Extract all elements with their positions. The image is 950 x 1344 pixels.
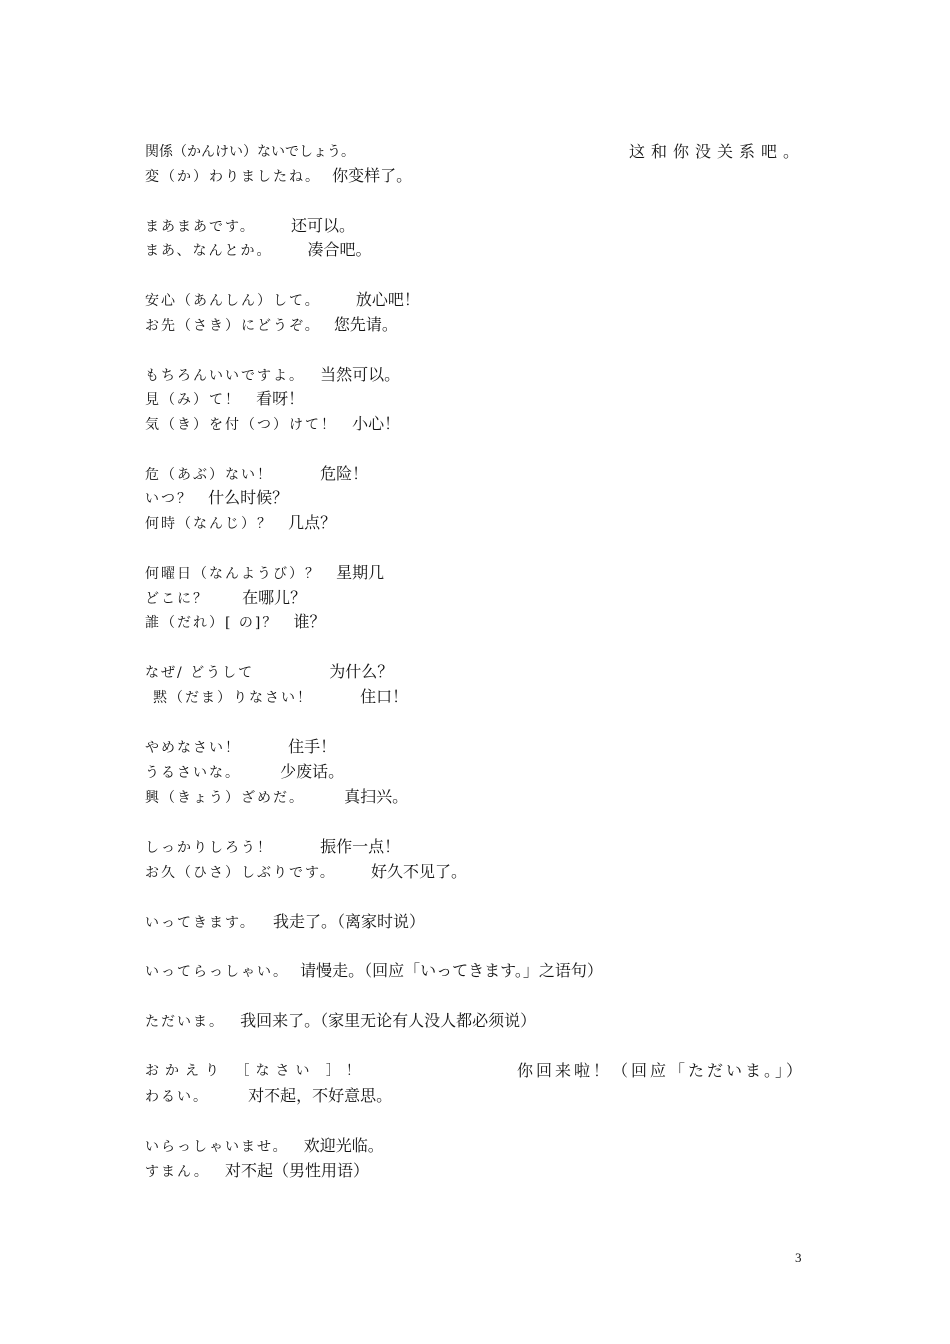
chinese-translation: 欢迎光临。	[303, 1136, 384, 1155]
chinese-translation: 这和你没关系吧。	[628, 142, 805, 161]
phrase-line	[145, 1059, 805, 1083]
phrase-line	[145, 860, 805, 884]
japanese-phrase: やめなさい！	[145, 740, 241, 756]
chinese-translation: 谁？	[293, 612, 326, 631]
phrase-line	[145, 1009, 805, 1033]
phrase-line	[145, 1159, 805, 1183]
chinese-translation: 为什么？	[329, 662, 394, 681]
japanese-phrase: 見（み）て！	[145, 392, 241, 408]
japanese-phrase: いってきます。	[145, 915, 256, 931]
phrase-line	[145, 214, 805, 238]
japanese-phrase: しっかりしろう！	[145, 840, 273, 856]
japanese-phrase: いらっしゃいませ。	[145, 1139, 289, 1155]
japanese-phrase: いってらっしゃい。	[145, 964, 289, 980]
japanese-phrase: いつ？	[145, 491, 193, 507]
phrase-line	[145, 959, 805, 983]
phrase-line	[145, 288, 805, 312]
chinese-translation: 好久不见了。	[370, 862, 467, 881]
phrase-line	[145, 238, 805, 262]
japanese-phrase: 誰（だれ）[ の]？	[145, 615, 279, 631]
phrase-line	[145, 164, 805, 188]
phrase-line	[145, 785, 805, 809]
chinese-translation: 在哪儿？	[242, 588, 307, 607]
japanese-phrase: 興（きょう）ざめだ。	[145, 790, 305, 806]
japanese-phrase: お久（ひさ）しぶりです。	[145, 865, 336, 881]
phrase-line	[145, 363, 805, 387]
japanese-phrase: ただいま。	[145, 1014, 225, 1030]
phrase-line	[145, 610, 805, 634]
phrase-line	[145, 735, 805, 759]
japanese-phrase: 危（あぶ）ない！	[145, 467, 273, 483]
chinese-translation: 真扫兴。	[344, 787, 409, 806]
chinese-translation: 当然可以。	[320, 365, 401, 384]
japanese-phrase: 何曜日（なんようび）？	[145, 566, 321, 582]
chinese-translation: 几点？	[288, 513, 337, 532]
chinese-translation: 我走了。（离家时说）	[272, 912, 425, 931]
phrase-line	[145, 586, 805, 610]
japanese-phrase: すまん。	[145, 1164, 210, 1180]
chinese-translation: 你回来啦！（回应「ただいま。」）	[516, 1061, 805, 1080]
japanese-phrase: もちろんいいですよ。	[145, 368, 305, 384]
chinese-translation: 我回来了。（家里无论有人没人都必须说）	[240, 1011, 537, 1030]
phrase-line	[145, 760, 805, 784]
page-number: 3	[795, 1250, 802, 1265]
chinese-translation: 对不起，不好意思。	[248, 1086, 393, 1105]
phrase-line	[145, 462, 805, 486]
chinese-translation: 看呀！	[256, 389, 305, 408]
phrase-line	[145, 140, 805, 164]
chinese-translation: 住口！	[360, 687, 409, 706]
phrase-line	[145, 486, 805, 510]
japanese-phrase: お先（さき）にどうぞ。	[145, 318, 321, 334]
japanese-phrase: うるさいな。	[145, 765, 241, 781]
chinese-translation: 对不起（男性用语）	[224, 1161, 369, 1180]
chinese-translation: 请慢走。（回应「いってきます。」之语句）	[300, 961, 603, 980]
japanese-phrase: なぜ/ どうして	[145, 665, 255, 681]
phrase-line	[153, 685, 813, 709]
phrase-line	[145, 412, 805, 436]
chinese-translation: 住手！	[288, 737, 337, 756]
japanese-phrase: 黙（だま）りなさい！	[153, 690, 313, 706]
japanese-phrase: 安心（あんしん）して。	[145, 293, 321, 309]
chinese-translation: 危险！	[320, 464, 369, 483]
phrase-line	[145, 561, 805, 585]
chinese-translation: 星期几	[336, 563, 385, 582]
phrase-line	[145, 387, 805, 411]
japanese-phrase: まあまあです。	[145, 219, 256, 235]
japanese-phrase: わるい。	[145, 1089, 209, 1105]
japanese-phrase: まあ、なんとか。	[145, 243, 273, 259]
phrase-line	[145, 910, 805, 934]
japanese-phrase: 気（き）を付（つ）けて！	[145, 417, 337, 433]
phrase-line	[145, 511, 805, 535]
chinese-translation: 您先请。	[333, 315, 398, 334]
chinese-translation: 放心吧！	[355, 290, 420, 309]
phrase-line	[145, 1134, 805, 1158]
chinese-translation: 还可以。	[290, 216, 355, 235]
chinese-translation: 凑合吧。	[307, 240, 372, 259]
japanese-phrase: 関係（かんけい）ないでしょう。	[145, 144, 355, 160]
phrase-line	[145, 1084, 805, 1108]
chinese-translation: 你变样了。	[332, 166, 413, 185]
japanese-phrase: 変（か）わりましたね。	[145, 169, 321, 185]
phrase-line	[145, 313, 805, 337]
chinese-translation: 少废话。	[280, 762, 345, 781]
japanese-phrase: 何時（なんじ）？	[145, 516, 273, 532]
phrase-line	[145, 835, 805, 859]
chinese-translation: 小心！	[352, 414, 401, 433]
japanese-phrase: おかえり ［なさい ］！	[145, 1063, 366, 1079]
phrase-line	[145, 660, 805, 684]
chinese-translation: 什么时候？	[208, 488, 289, 507]
japanese-phrase: どこに？	[145, 591, 209, 607]
chinese-translation: 振作一点！	[320, 837, 401, 856]
